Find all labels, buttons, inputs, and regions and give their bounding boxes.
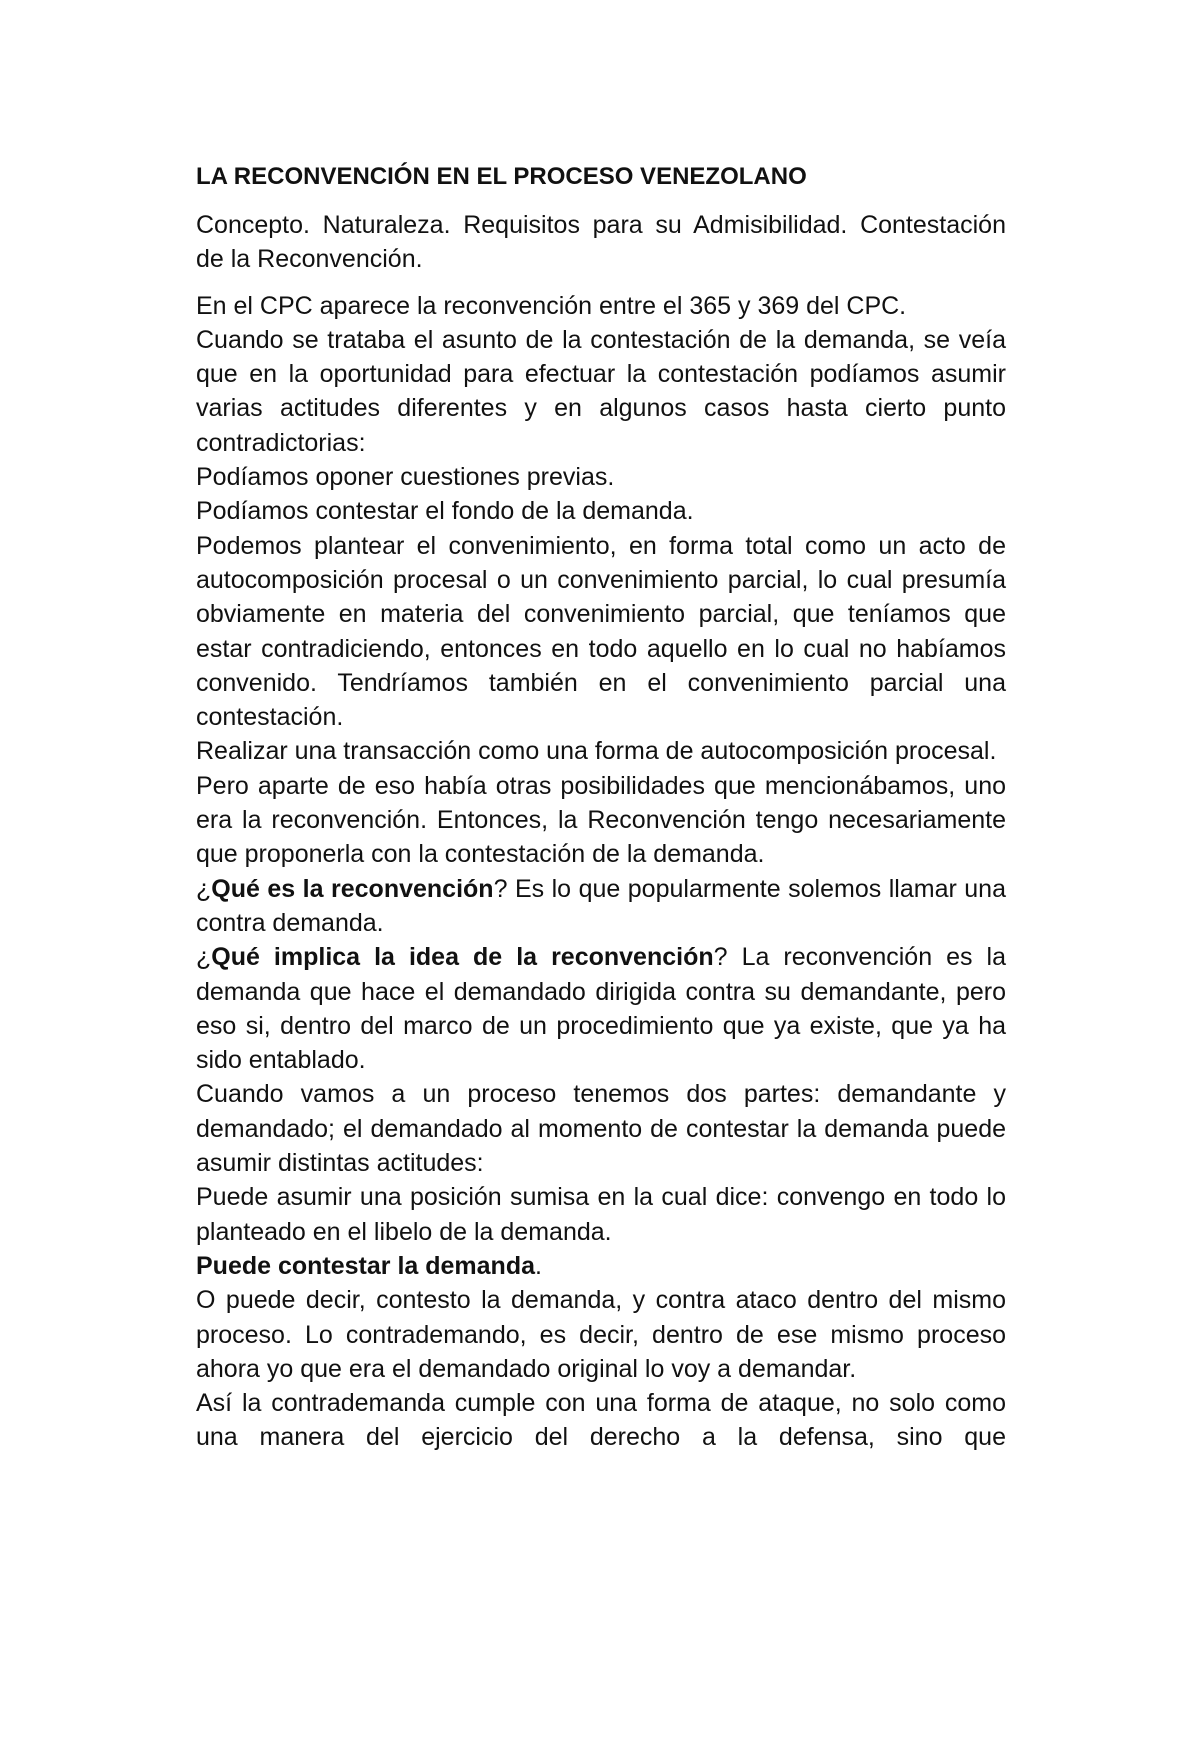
paragraph-11: Puede asumir una posición sumisa en la cual dice: convengo en todo lo planteado en el libelo de la demanda.: [196, 1183, 1006, 1246]
paragraph-8-question: Qué es la reconvención: [211, 874, 494, 903]
paragraph-12: [196, 1249, 1006, 1283]
paragraph-13: O puede decir, contesto la demanda, y contra ataco dentro del mismo proceso. Lo contrademando, es decir, dentro de ese mismo proceso ahora yo que era el demandado original lo voy a demandar.: [196, 1286, 1006, 1383]
paragraph-12-bold: Puede contestar la demanda: [196, 1251, 536, 1280]
paragraph-10: Cuando vamos a un proceso tenemos dos partes: demandante y demandado; el demandado al momento de contestar la demanda puede asumir distintas actitudes:: [196, 1080, 1006, 1178]
paragraph-7: Pero aparte de eso había otras posibilidades que mencionábamos, uno era la reconvención. Entonces, la Reconvención tengo necesariamente que proponerla con la contestación de la demanda.: [196, 771, 1006, 869]
paragraph-8: [196, 872, 1006, 941]
paragraph-2: Cuando se trataba el asunto de la contestación de la demanda, se veía que en la oportunidad para efectuar la contestación podíamos asumir varias actitudes diferentes y en algunos casos hasta cierto punto contradictorias:: [196, 325, 1006, 457]
document-title: LA RECONVENCIÓN EN EL PROCESO VENEZOLANO: [196, 163, 807, 190]
paragraph-6: Realizar una transacción como una forma de autocomposición procesal.: [196, 737, 997, 766]
paragraph-8-answer: ? Es lo que popularmente solemos llamar una contra demanda.: [196, 874, 1006, 937]
paragraph-1: En el CPC aparece la reconvención entre el 365 y 369 del CPC.: [196, 291, 907, 320]
paragraph-9-prefix: ¿: [196, 943, 212, 972]
paragraph-8-prefix: ¿: [196, 874, 212, 903]
paragraph-14: Así la contrademanda cumple con una forma de ataque, no solo como una manera del ejercicio del derecho a la defensa, sino que: [196, 1389, 1006, 1452]
paragraph-9-question: Qué implica la idea de la reconvención: [211, 943, 714, 972]
paragraph-12-rest: .: [535, 1251, 542, 1280]
paragraph-4: Podíamos contestar el fondo de la demanda.: [196, 497, 694, 526]
document-page: [196, 160, 1006, 1455]
paragraph-9: [196, 940, 1006, 1077]
paragraph-5: Podemos plantear el convenimiento, en forma total como un acto de autocomposición procesal o un convenimiento parcial, lo cual presumía obviamente en materia del convenimiento parcial, que teníamos que estar contradiciendo, entonces en todo aquello en lo cual no habíamos convenido. Tendríamos también en el convenimiento parcial una contestación.: [196, 531, 1006, 732]
paragraph-9-answer: ? La reconvención es la demanda que hace el demandado dirigida contra su demandante, pero eso si, dentro del marco de un procedimiento que ya existe, que ya ha sido entablado.: [196, 943, 1007, 1075]
paragraph-3: Podíamos oponer cuestiones previas.: [196, 463, 615, 492]
document-subtitle: Concepto. Naturaleza. Requisitos para su Admisibilidad. Contestación de la Reconvención.: [196, 211, 1006, 274]
